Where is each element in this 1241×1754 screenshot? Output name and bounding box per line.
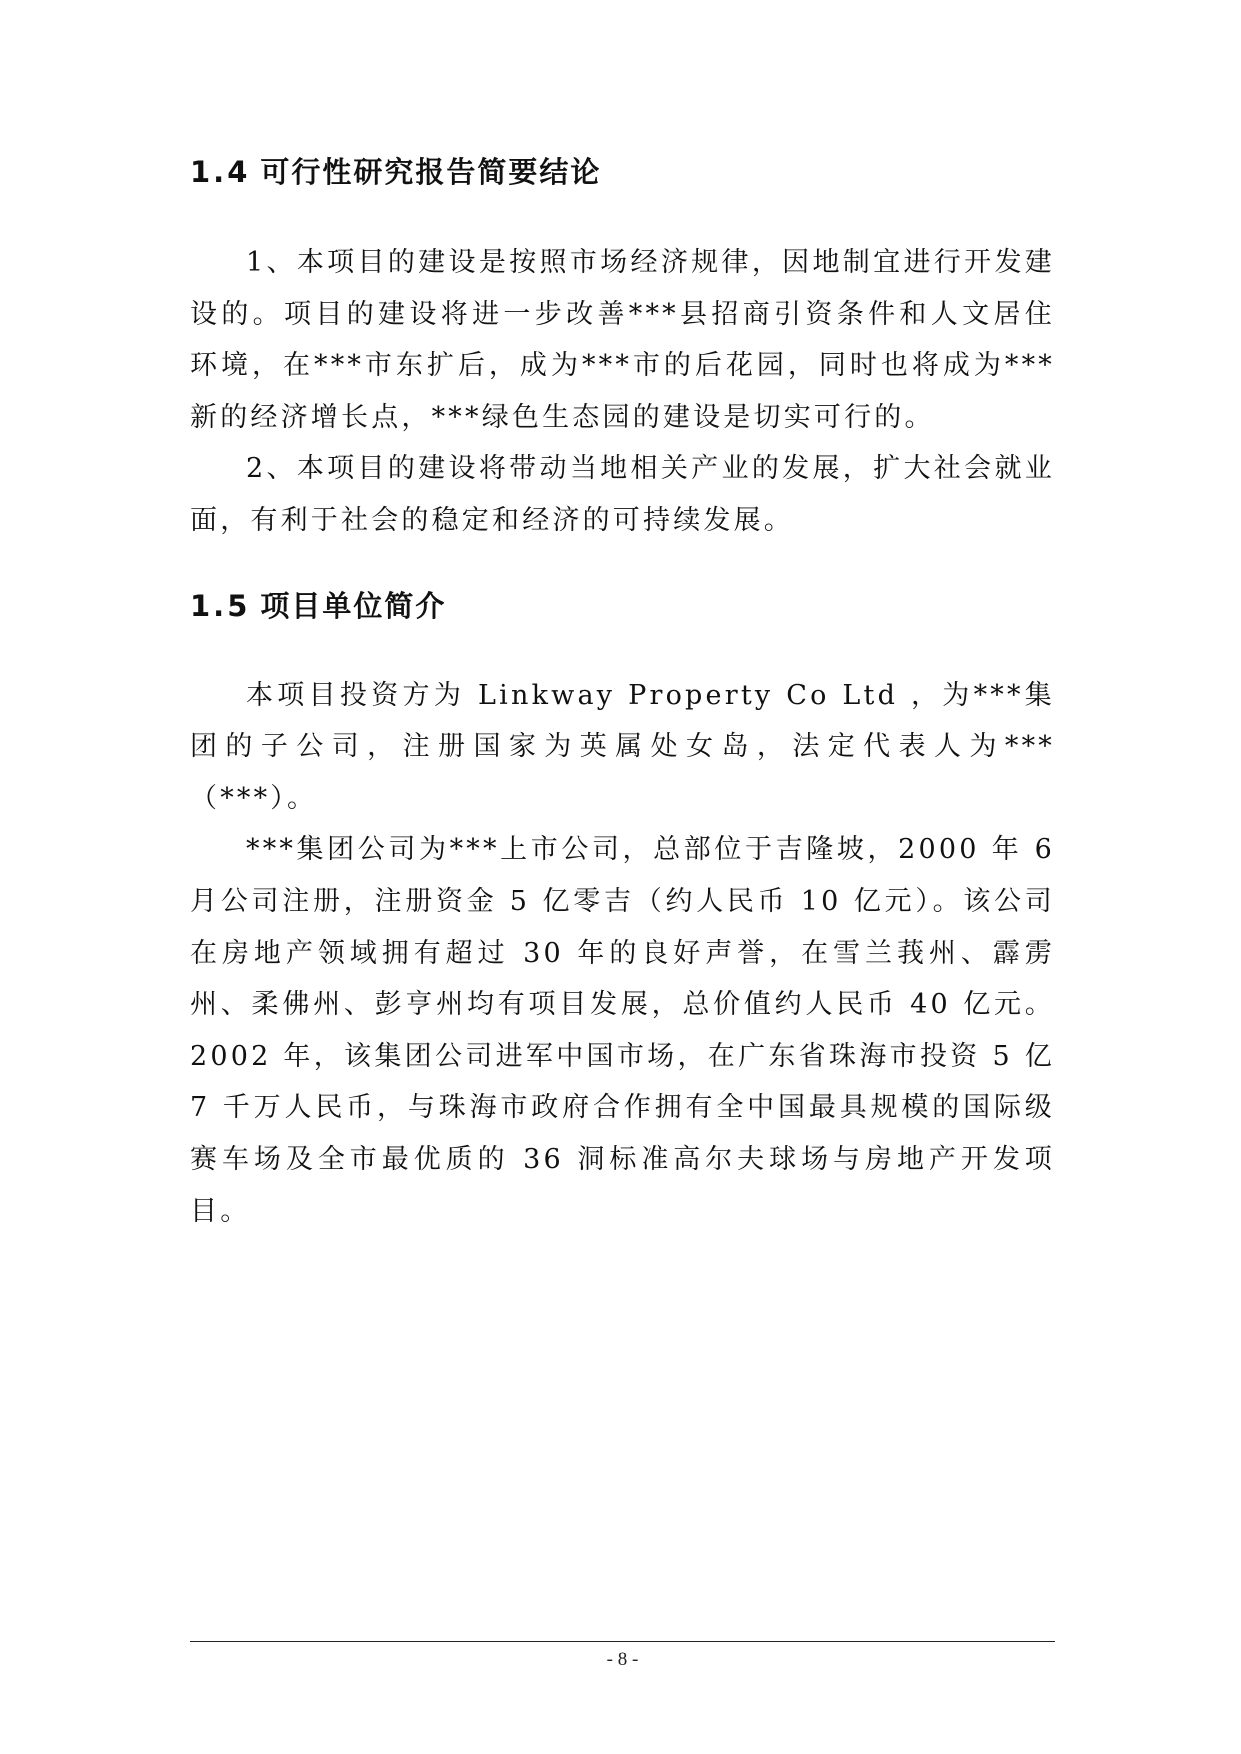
paragraph: 2、本项目的建设将带动当地相关产业的发展，扩大社会就业面，有利于社会的稳定和经济的可持续发展。 bbox=[190, 453, 1055, 536]
footer-divider bbox=[190, 1641, 1055, 1642]
section-title: 项目单位简介 bbox=[260, 588, 447, 623]
paragraph: 本项目投资方为 Linkway Property Co Ltd ，为***集团的子公司，注册国家为英属处女岛，法定代表人为***（***）。 bbox=[190, 679, 1055, 814]
paragraph: ***集团公司为***上市公司，总部位于吉隆坡，2000 年 6 月公司注册，注册资金 5 亿零吉（约人民币 10 亿元）。该公司在房地产领域拥有超过 30 年的良好声誉，在雪兰莪州、霹雳州、柔佛州、彭亨州均有项目发展，总价值约人民币 40 亿元。2002 年，该集团公司进军中国市场，在广东省珠海市投资 5 亿 7 千万人民币，与珠海市政府合作拥有全中国最具规模的国际级赛车场及全市最优质的 36 洞标准高尔夫球场与房地产开发项目。 bbox=[190, 834, 1055, 1227]
section-heading-1-4 bbox=[190, 152, 1055, 192]
section-number: 1.4 bbox=[190, 155, 251, 189]
page-content bbox=[190, 152, 1055, 1237]
section-heading-1-5 bbox=[190, 586, 1055, 626]
section-number: 1.5 bbox=[190, 588, 251, 623]
page-number: - 8 - bbox=[606, 1649, 639, 1670]
section-title: 可行性研究报告简要结论 bbox=[260, 155, 602, 189]
paragraph: 1、本项目的建设是按照市场经济规律，因地制宜进行开发建设的。项目的建设将进一步改善***县招商引资条件和人文居住环境，在***市东扩后，成为***市的后花园，同时也将成为***新的经济增长点，***绿色生态园的建设是切实可行的。 bbox=[190, 247, 1055, 433]
